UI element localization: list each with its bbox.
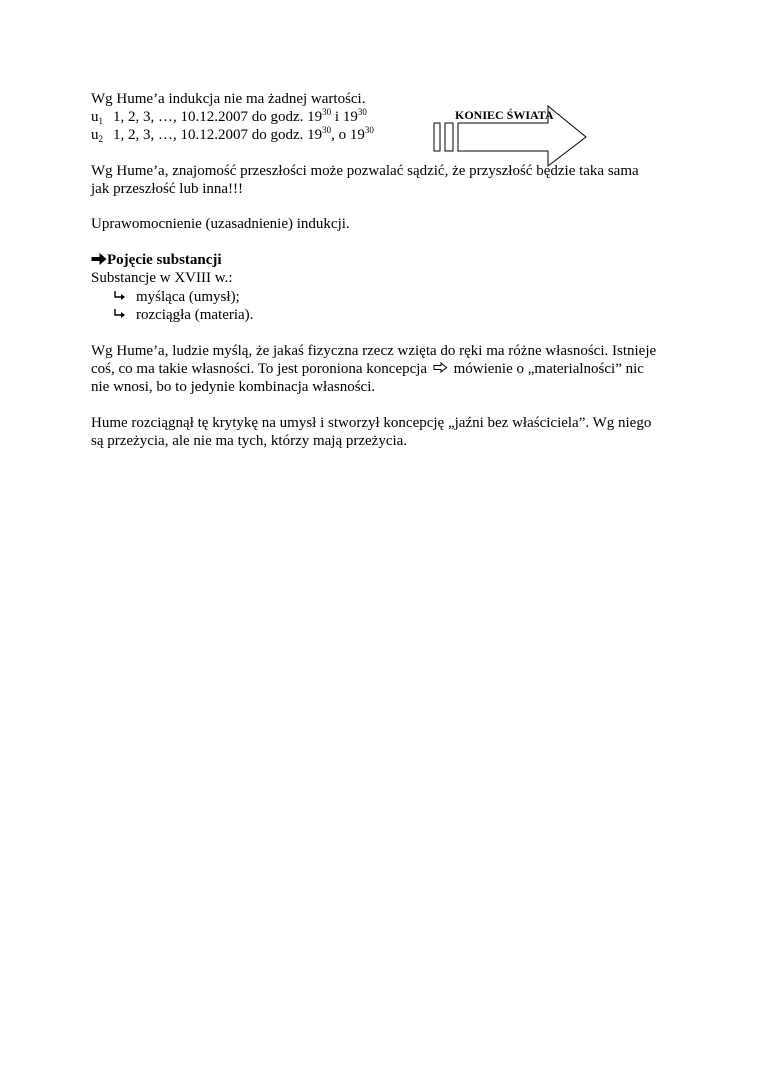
u1-mid: i 19 xyxy=(331,109,358,125)
section-title: Pojęcie substancji xyxy=(107,252,222,268)
paragraph-past-future-l2: jak przeszłość lub inna!!! xyxy=(91,181,244,197)
substance-l2-part2: mówienie o „materialności” nic xyxy=(453,361,644,377)
outline-arrow-icon xyxy=(433,362,448,373)
section-intro: Substancje w XVIII w.: xyxy=(91,270,233,286)
paragraph-self-l2: są przeżycia, ale nie ma tych, którzy mają przeżycia. xyxy=(91,433,408,449)
paragraph-substance-l1: Wg Hume’a, ludzie myślą, że jakaś fizyczna rzecz wzięta do ręki ma różne własności. Istnieje xyxy=(91,343,657,359)
u2-sup2: 30 xyxy=(364,125,374,135)
paragraph-past-future-l1: Wg Hume’a, znajomość przeszłości może pozwalać sądzić, że przyszłość będzie taka sama xyxy=(91,163,639,179)
u1-sup1: 30 xyxy=(322,107,332,117)
list-item-text: rozciągła (materia). xyxy=(136,307,254,323)
u2-sup1: 30 xyxy=(322,125,332,135)
u1-sub: 1 xyxy=(98,116,103,126)
sequence-u2 xyxy=(91,126,374,145)
arrow-label: KONIEC ŚWIATA xyxy=(455,108,554,122)
curved-arrow-bullet-icon xyxy=(113,308,127,322)
paragraph-hume-induction: Wg Hume’a indukcja nie ma żadnej wartości. xyxy=(91,91,366,107)
section-heading xyxy=(91,251,222,269)
paragraph-substance-l2 xyxy=(91,360,644,378)
u2-label: u xyxy=(91,127,99,143)
paragraph-substance-l3: nie wnosi, bo to jedynie kombinacja własności. xyxy=(91,379,376,395)
right-arrow-icon xyxy=(91,253,107,265)
u1-sup2: 30 xyxy=(357,107,367,117)
u2-text: 1, 2, 3, …, 10.12.2007 do godz. 19 xyxy=(113,127,323,143)
u2-mid: , o 19 xyxy=(331,127,365,143)
paragraph-self-l1: Hume rozciągnął tę krytykę na umysł i stworzył koncepcję „jaźni bez właściciela”. Wg niego xyxy=(91,415,652,431)
u1-label: u xyxy=(91,109,99,125)
u2-sub: 2 xyxy=(98,134,103,144)
paragraph-justification: Uprawomocnienie (uzasadnienie) indukcji. xyxy=(91,216,350,232)
substance-l2-part1: coś, co ma takie własności. To jest poroniona koncepcja xyxy=(91,361,428,377)
u1-text: 1, 2, 3, …, 10.12.2007 do godz. 19 xyxy=(113,109,323,125)
list-item-text: myśląca (umysł); xyxy=(136,289,240,305)
curved-arrow-bullet-icon xyxy=(113,290,127,304)
